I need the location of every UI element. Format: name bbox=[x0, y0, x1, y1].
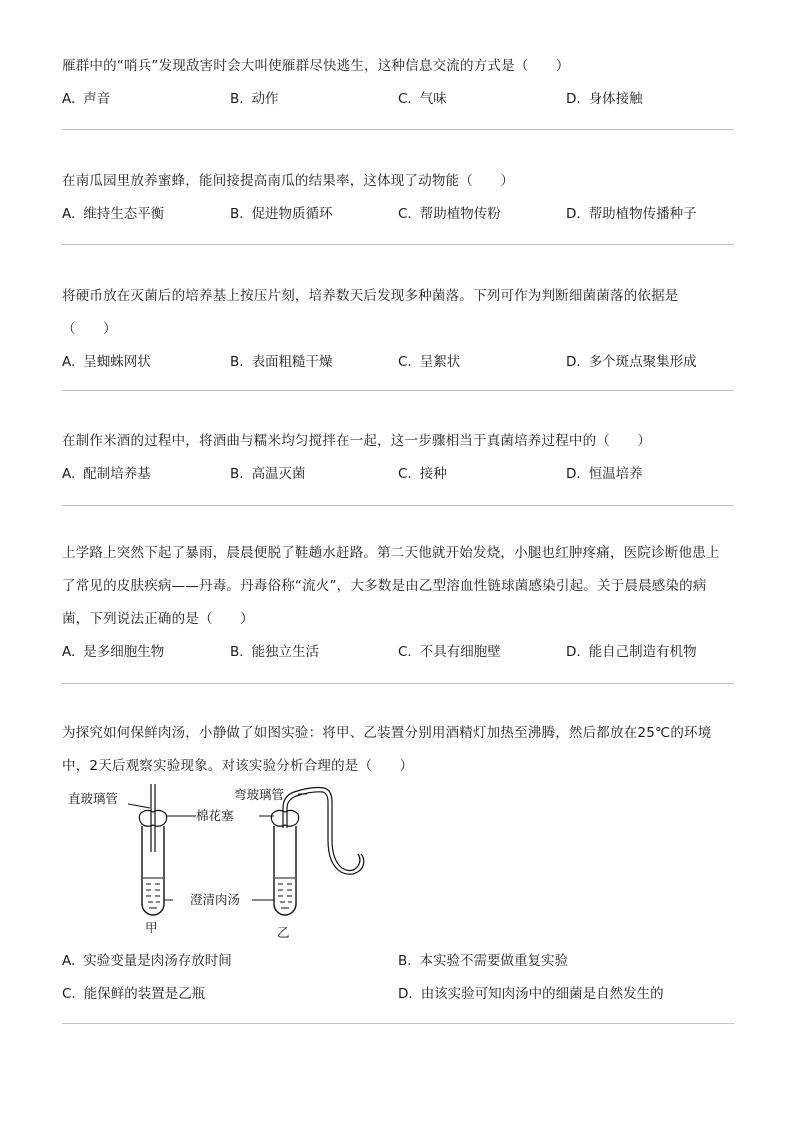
stem-line: 菌，下列说法正确的是（ ） bbox=[62, 611, 254, 627]
option-a[interactable] bbox=[62, 945, 232, 978]
option-key: B. bbox=[230, 466, 244, 482]
option-d[interactable] bbox=[566, 198, 697, 231]
option-key: C. bbox=[398, 91, 412, 107]
stem-line: 将硬币放在灭菌后的培养基上按压片刻，培养数天后发现多种菌落。下列可作为判断细菌菌落的依据是 bbox=[62, 288, 679, 304]
option-b[interactable] bbox=[230, 636, 319, 669]
option-text: 接种 bbox=[419, 466, 447, 482]
option-text: 能独立生活 bbox=[251, 644, 320, 660]
divider bbox=[62, 390, 734, 391]
question-stem bbox=[62, 425, 734, 458]
question-5 bbox=[62, 537, 734, 669]
experiment-figure bbox=[62, 782, 382, 942]
option-c[interactable] bbox=[398, 198, 501, 231]
option-c[interactable] bbox=[398, 83, 447, 116]
options-row bbox=[62, 945, 734, 978]
options-row bbox=[62, 636, 734, 669]
options-row bbox=[62, 458, 734, 491]
option-key: C. bbox=[398, 206, 412, 222]
option-key: D. bbox=[398, 986, 413, 1002]
option-a[interactable] bbox=[62, 198, 164, 231]
option-d[interactable] bbox=[398, 978, 664, 1011]
options-row bbox=[62, 978, 734, 1011]
option-key: A. bbox=[62, 91, 76, 107]
option-text: 身体接触 bbox=[588, 91, 643, 107]
option-key: A. bbox=[62, 206, 76, 222]
option-b[interactable] bbox=[230, 198, 333, 231]
option-text: 高温灭菌 bbox=[251, 466, 306, 482]
option-key: B. bbox=[230, 354, 244, 370]
question-2 bbox=[62, 165, 734, 231]
option-text: 表面粗糙干燥 bbox=[251, 354, 333, 370]
option-text: 气味 bbox=[419, 91, 447, 107]
option-text: 帮助植物传播种子 bbox=[588, 206, 697, 222]
label-bent-tube: 弯玻璃管 bbox=[234, 787, 285, 802]
option-key: D. bbox=[566, 644, 581, 660]
option-text: 动作 bbox=[251, 91, 279, 107]
option-key: B. bbox=[398, 953, 412, 969]
option-text: 实验变量是肉汤存放时间 bbox=[83, 953, 232, 969]
divider bbox=[62, 505, 734, 506]
label-tube-jia: 甲 bbox=[145, 920, 158, 935]
option-key: A. bbox=[62, 354, 76, 370]
question-stem bbox=[62, 280, 734, 346]
option-key: A. bbox=[62, 644, 76, 660]
option-text: 维持生态平衡 bbox=[83, 206, 165, 222]
option-text: 多个斑点聚集形成 bbox=[588, 354, 697, 370]
option-d[interactable] bbox=[566, 346, 697, 379]
option-key: B. bbox=[230, 91, 244, 107]
option-key: A. bbox=[62, 953, 76, 969]
divider bbox=[62, 683, 734, 684]
option-b[interactable] bbox=[398, 945, 568, 978]
option-c[interactable] bbox=[398, 636, 501, 669]
question-stem bbox=[62, 717, 734, 783]
label-cotton-plug: 棉花塞 bbox=[196, 808, 234, 823]
question-6-options bbox=[62, 945, 734, 1011]
stem-line: 上学路上突然下起了暴雨，晨晨便脱了鞋趟水赶路。第二天他就开始发烧，小腿也红肿疼痛，医院诊断他患上 bbox=[62, 545, 720, 561]
option-c[interactable] bbox=[398, 346, 460, 379]
option-text: 能保鲜的装置是乙瓶 bbox=[83, 986, 206, 1002]
option-text: 呈蜘蛛网状 bbox=[83, 354, 151, 370]
divider bbox=[62, 129, 734, 130]
label-tube-yi: 乙 bbox=[277, 925, 290, 940]
option-key: C. bbox=[398, 354, 412, 370]
question-stem bbox=[62, 50, 734, 83]
option-a[interactable] bbox=[62, 346, 151, 379]
option-key: D. bbox=[566, 466, 581, 482]
option-key: D. bbox=[566, 354, 581, 370]
option-text: 声音 bbox=[83, 91, 111, 107]
option-d[interactable] bbox=[566, 458, 643, 491]
option-text: 配制培养基 bbox=[83, 466, 151, 482]
option-text: 由该实验可知肉汤中的细菌是自然发生的 bbox=[420, 986, 664, 1002]
question-stem bbox=[62, 165, 734, 198]
option-key: D. bbox=[566, 91, 581, 107]
tube-yi bbox=[271, 788, 363, 916]
options-row bbox=[62, 83, 734, 116]
option-text: 呈絮状 bbox=[419, 354, 461, 370]
option-key: C. bbox=[62, 986, 76, 1002]
divider bbox=[62, 1023, 734, 1024]
option-key: D. bbox=[566, 206, 581, 222]
option-b[interactable] bbox=[230, 83, 279, 116]
question-4 bbox=[62, 425, 734, 491]
option-key: B. bbox=[230, 644, 244, 660]
question-stem bbox=[62, 537, 734, 636]
option-text: 促进物质循环 bbox=[251, 206, 333, 222]
option-a[interactable] bbox=[62, 83, 110, 116]
label-straight-tube: 直玻璃管 bbox=[68, 791, 119, 806]
option-text: 是多细胞生物 bbox=[83, 644, 165, 660]
divider bbox=[62, 244, 734, 245]
option-c[interactable] bbox=[398, 458, 447, 491]
options-row bbox=[62, 198, 734, 231]
option-key: C. bbox=[398, 644, 412, 660]
question-1 bbox=[62, 50, 734, 116]
label-broth: 澄清肉汤 bbox=[190, 892, 241, 907]
option-b[interactable] bbox=[230, 346, 333, 379]
option-text: 本实验不需要做重复实验 bbox=[419, 953, 569, 969]
options-row bbox=[62, 346, 734, 379]
option-text: 能自己制造有机物 bbox=[588, 644, 697, 660]
option-key: A. bbox=[62, 466, 76, 482]
option-text: 帮助植物传粉 bbox=[419, 206, 501, 222]
option-key: B. bbox=[230, 206, 244, 222]
stem-line: 为探究如何保鲜肉汤，小静做了如图实验：将甲、乙装置分别用酒精灯加热至沸腾，然后都放在25℃的环境 bbox=[62, 725, 712, 741]
stem-line: 在南瓜园里放养蜜蜂，能间接提高南瓜的结果率，这体现了动物能（ ） bbox=[62, 173, 515, 189]
tube-jia bbox=[139, 784, 166, 915]
stem-line: 了常见的皮肤疾病——丹毒。丹毒俗称“流火”，大多数是由乙型溶血性链球菌感染引起。关于晨晨感染的病 bbox=[62, 578, 707, 594]
option-d[interactable] bbox=[566, 83, 643, 116]
option-c[interactable] bbox=[62, 978, 205, 1011]
stem-line: 中，2天后观察实验现象。对该实验分析合理的是（ ） bbox=[62, 758, 414, 774]
stem-line: 雁群中的“哨兵”发现敌害时会大叫使雁群尽快逃生，这种信息交流的方式是（ ） bbox=[62, 58, 570, 74]
option-b[interactable] bbox=[230, 458, 306, 491]
stem-line: （ ） bbox=[62, 321, 117, 337]
stem-line: 在制作米酒的过程中，将酒曲与糯米均匀搅拌在一起，这一步骤相当于真菌培养过程中的（ ） bbox=[62, 433, 652, 449]
option-d[interactable] bbox=[566, 636, 697, 669]
option-a[interactable] bbox=[62, 458, 151, 491]
question-3 bbox=[62, 280, 734, 379]
option-key: C. bbox=[398, 466, 412, 482]
option-text: 恒温培养 bbox=[588, 466, 643, 482]
question-6 bbox=[62, 717, 734, 783]
option-text: 不具有细胞壁 bbox=[419, 644, 501, 660]
option-a[interactable] bbox=[62, 636, 164, 669]
